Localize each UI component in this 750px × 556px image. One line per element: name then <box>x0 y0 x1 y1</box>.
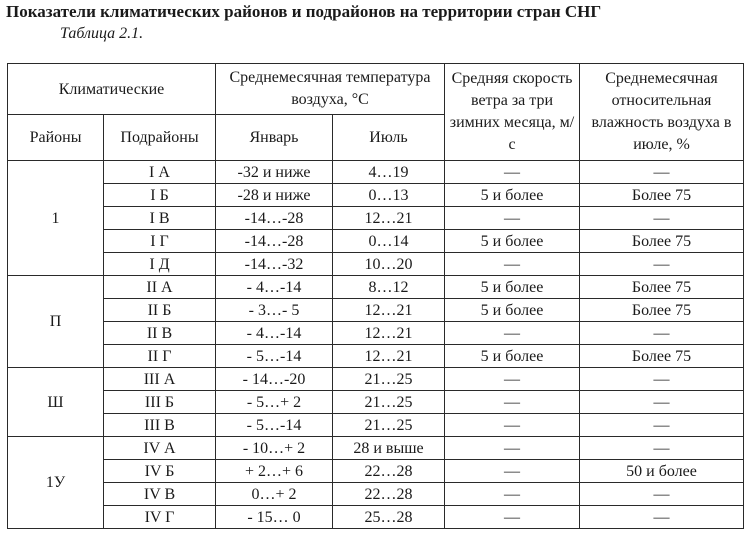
wind-cell: — <box>445 207 580 230</box>
january-cell: + 2…+ 6 <box>216 460 333 483</box>
table-caption: Таблица 2.1. <box>60 25 144 42</box>
subregion-cell: I А <box>104 161 216 184</box>
climate-table <box>7 63 744 529</box>
january-cell: - 3…- 5 <box>216 299 333 322</box>
july-cell: 8…12 <box>333 276 445 299</box>
header-regions: Районы <box>8 115 104 161</box>
humidity-cell: Более 75 <box>580 230 744 253</box>
july-cell: 28 и выше <box>333 437 445 460</box>
table-body <box>8 161 744 529</box>
january-cell: -28 и ниже <box>216 184 333 207</box>
humidity-cell: — <box>580 253 744 276</box>
january-cell: - 5…-14 <box>216 414 333 437</box>
humidity-cell: Более 75 <box>580 299 744 322</box>
table-row <box>8 414 744 437</box>
humidity-cell: Более 75 <box>580 276 744 299</box>
humidity-cell: — <box>580 414 744 437</box>
january-cell: - 10…+ 2 <box>216 437 333 460</box>
table-row <box>8 460 744 483</box>
july-cell: 21…25 <box>333 368 445 391</box>
july-cell: 12…21 <box>333 299 445 322</box>
subregion-cell: I Г <box>104 230 216 253</box>
table-row <box>8 322 744 345</box>
table-row <box>8 437 744 460</box>
subregion-cell: III А <box>104 368 216 391</box>
july-cell: 0…14 <box>333 230 445 253</box>
subregion-cell: IV А <box>104 437 216 460</box>
table-row <box>8 161 744 184</box>
humidity-cell: — <box>580 437 744 460</box>
wind-cell: — <box>445 253 580 276</box>
wind-cell: 5 и более <box>445 230 580 253</box>
humidity-cell: Более 75 <box>580 345 744 368</box>
wind-cell: 5 и более <box>445 276 580 299</box>
wind-cell: 5 и более <box>445 299 580 322</box>
table-row <box>8 391 744 414</box>
subregion-cell: I В <box>104 207 216 230</box>
subregion-cell: IV Б <box>104 460 216 483</box>
subregion-cell: II В <box>104 322 216 345</box>
wind-cell: — <box>445 161 580 184</box>
table-row <box>8 184 744 207</box>
july-cell: 12…21 <box>333 345 445 368</box>
document-title: Показатели климатических районов и подрайонов на территории стран СНГ <box>6 2 602 21</box>
wind-cell: 5 и более <box>445 345 580 368</box>
header-row-top <box>8 64 744 115</box>
january-cell: - 5…-14 <box>216 345 333 368</box>
region-cell: 1У <box>8 437 104 529</box>
region-cell: Ш <box>8 368 104 437</box>
july-cell: 4…19 <box>333 161 445 184</box>
header-wind: Средняя скорость ветра за три зимних месяца, м/с <box>445 64 580 161</box>
wind-cell: — <box>445 437 580 460</box>
july-cell: 21…25 <box>333 414 445 437</box>
wind-cell: — <box>445 414 580 437</box>
table-row <box>8 483 744 506</box>
january-cell: - 15… 0 <box>216 506 333 529</box>
region-cell: П <box>8 276 104 368</box>
table-row <box>8 230 744 253</box>
humidity-cell: Более 75 <box>580 184 744 207</box>
humidity-cell: — <box>580 506 744 529</box>
wind-cell: — <box>445 460 580 483</box>
region-cell: 1 <box>8 161 104 276</box>
subregion-cell: III Б <box>104 391 216 414</box>
header-humidity: Среднемесячная относительная влажность воздуха в июле, % <box>580 64 744 161</box>
wind-cell: — <box>445 391 580 414</box>
header-july: Июль <box>333 115 445 161</box>
subregion-cell: III В <box>104 414 216 437</box>
july-cell: 22…28 <box>333 483 445 506</box>
header-monthly-temp: Среднемесячная температура воздуха, °С <box>216 64 445 115</box>
header-january: Январь <box>216 115 333 161</box>
january-cell: - 5…+ 2 <box>216 391 333 414</box>
january-cell: -14…-28 <box>216 230 333 253</box>
january-cell: 0…+ 2 <box>216 483 333 506</box>
subregion-cell: II Б <box>104 299 216 322</box>
humidity-cell: — <box>580 322 744 345</box>
table-row <box>8 207 744 230</box>
july-cell: 25…28 <box>333 506 445 529</box>
subregion-cell: I Д <box>104 253 216 276</box>
humidity-cell: — <box>580 391 744 414</box>
header-subregions: Подрайоны <box>104 115 216 161</box>
january-cell: -32 и ниже <box>216 161 333 184</box>
july-cell: 0…13 <box>333 184 445 207</box>
january-cell: -14…-32 <box>216 253 333 276</box>
subregion-cell: IV Г <box>104 506 216 529</box>
humidity-cell: — <box>580 207 744 230</box>
table-row <box>8 345 744 368</box>
humidity-cell: — <box>580 368 744 391</box>
table-row <box>8 299 744 322</box>
subregion-cell: IV В <box>104 483 216 506</box>
subregion-cell: II Г <box>104 345 216 368</box>
table-row <box>8 276 744 299</box>
humidity-cell: — <box>580 483 744 506</box>
january-cell: - 4…-14 <box>216 276 333 299</box>
january-cell: - 4…-14 <box>216 322 333 345</box>
july-cell: 21…25 <box>333 391 445 414</box>
wind-cell: — <box>445 483 580 506</box>
header-climatic: Климатические <box>8 64 216 115</box>
july-cell: 12…21 <box>333 322 445 345</box>
july-cell: 10…20 <box>333 253 445 276</box>
january-cell: -14…-28 <box>216 207 333 230</box>
wind-cell: — <box>445 368 580 391</box>
july-cell: 12…21 <box>333 207 445 230</box>
wind-cell: — <box>445 506 580 529</box>
humidity-cell: — <box>580 161 744 184</box>
humidity-cell: 50 и более <box>580 460 744 483</box>
table-row <box>8 253 744 276</box>
wind-cell: — <box>445 322 580 345</box>
subregion-cell: I Б <box>104 184 216 207</box>
table-row <box>8 506 744 529</box>
wind-cell: 5 и более <box>445 184 580 207</box>
january-cell: - 14…-20 <box>216 368 333 391</box>
subregion-cell: II А <box>104 276 216 299</box>
july-cell: 22…28 <box>333 460 445 483</box>
table-row <box>8 368 744 391</box>
